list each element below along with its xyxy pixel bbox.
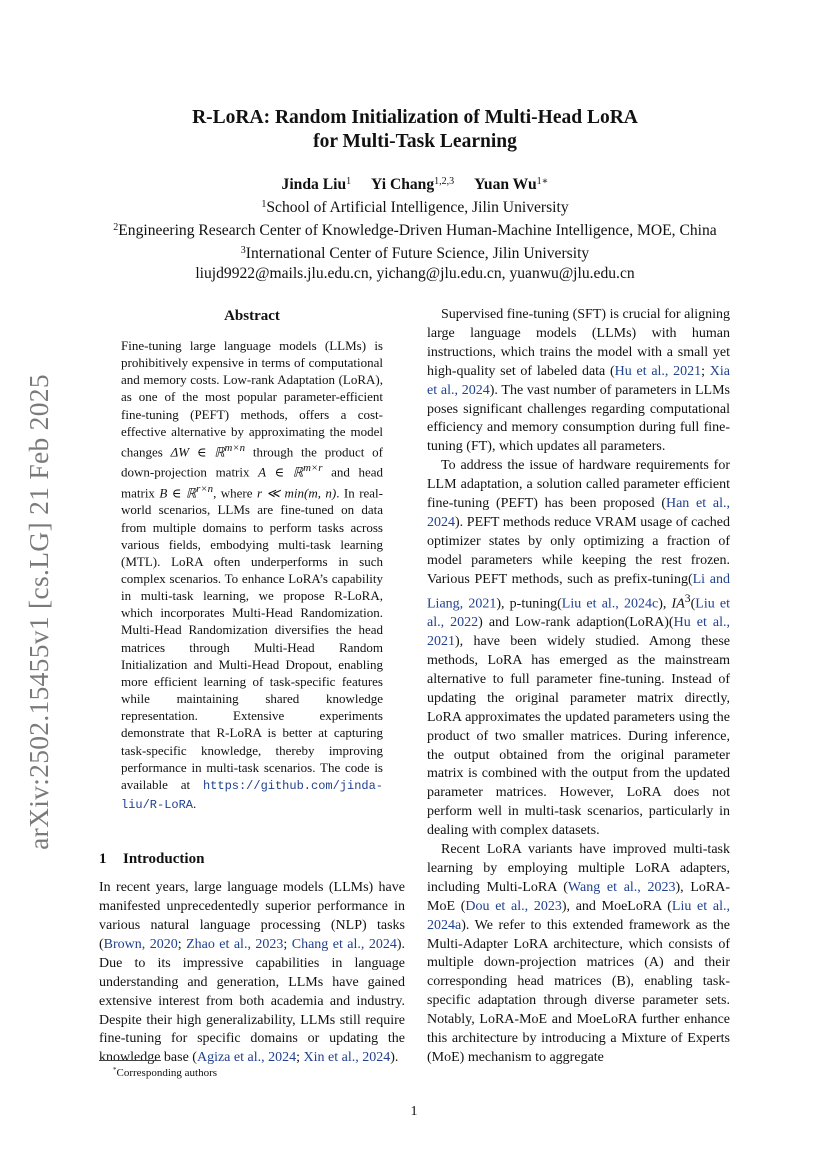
page-number: 1 [410,1104,418,1119]
citation-link[interactable]: Han et al., 2024 [427,496,730,530]
citation-link[interactable]: Liu et al., 2024a [427,898,730,933]
author-block [100,172,730,284]
citation-link[interactable]: Xia et al., 2024 [427,363,730,398]
citation-link[interactable]: Liu et al., 2024c [561,596,659,612]
intro-paragraph-1: In recent years, large language models (LLMs) have manifested unprecedentedly superior performance in various natural language processing (NLP) tasks (Brown, 2020; Zhao et al., 2023; Chang et al., 2024). Due to its impressive capabilities in language understanding and generation, LLMs have gained extensive interest from both academia and industry. Despite their high generalizability, LLMs still require fine-tuning for specific domains or updating the knowledge base (Agiza et al., 2024; Xin et al., 2024). [99,880,405,1066]
citation-link[interactable]: Xin et al., 2024 [303,1050,391,1066]
citation-link[interactable]: Liu et al., 2022 [427,596,730,631]
paper-title [100,106,730,154]
section-heading-introduction: 1 Introduction [99,851,205,868]
right-column [427,306,730,1068]
citation-link[interactable]: Agiza et al., 2024 [196,1050,297,1066]
author-emails: liujd9922@mails.jlu.edu.cn, yichang@jlu.edu.cn, yuanwu@jlu.edu.cn [195,265,635,282]
citation-link[interactable]: Wang et al., 2023 [567,879,676,895]
author-names [100,172,730,195]
author-2: Yi Chang$^{1,2,3}$ [371,176,455,193]
body-paragraph-sft: Supervised fine-tuning (SFT) is crucial for aligning large language models (LLMs) with human instructions, which trains the model with a small yet high-quality set of labeled data (Hu et al., 2021; Xia et al., 2024). The vast number of parameters in LLMs poses significant challenges regarding computational efficiency and memory consumption during full fine-tuning (FT), which updates all parameters. [427,307,730,455]
citation-link[interactable]: Chang et al., 2024 [291,936,397,952]
footnote-divider [99,1060,161,1061]
title-line-2: for Multi-Task Learning [313,131,517,152]
citation-link[interactable]: Zhao et al., 2023 [186,936,284,952]
citation-link[interactable]: Dou et al., 2023 [465,898,562,914]
arxiv-identifier-stamp: arXiv:2502.15455v1 [cs.LG] 21 Feb 2025 [23,374,54,850]
affiliation-1: $^1$School of Artificial Intelligence, Jilin University [261,199,569,216]
affiliation-3: $^3$International Center of Future Science, Jilin University [240,245,590,262]
affiliation-2: $^2$Engineering Research Center of Knowledge-Driven Human-Machine Intelligence, MOE, China [113,222,717,239]
author-3: Yuan $Wu^{1∗}$ [474,176,549,193]
citation-link[interactable]: Hu et al., 2021 [427,615,730,650]
abstract-text: Fine-tuning large language models (LLMs) is prohibitively expensive in terms of computational and memory costs. Low-rank Adaptation (LoRA), as one of the most popular parameter-efficient fine-tuning (PEFT) methods, offers a cost-effective alternative by approximating the model changes ΔW ∈ ℝ$^{m\times n}$ through the product of down-projection matrix A ∈ ℝ$^{m\times r}$ and head matrix B ∈ ℝ$^{r\times n}$, where r ≪ min(m, n). In real-world scenarios, LLMs are fine-tuned on data from multiple domains to perform tasks across various fields, embodying multi-task learning (MTL). LoRA often underperforms in such complex scenarios. To enhance LoRA’s capability in multi-task learning, we propose R-LoRA, which incorporates Multi-Head Randomization. Multi-Head Randomization diversifies the head matrices through Multi-Head Random Initialization and Multi-Head Dropout, enabling more efficient learning of task-specific features while maintaining shared knowledge representation. Extensive experiments demonstrate that R-LoRA is better at capturing task-specific knowledge, thereby improving performance in multi-task scenarios. The code is available at https://github.com/jinda-liu/R-LoRA. [121,338,384,813]
abstract-heading: Abstract [224,308,280,324]
citation-link[interactable]: Hu et al., 2021 [614,363,702,379]
footnote: *Corresponding authors [113,1066,218,1079]
left-column [99,306,405,1068]
citation-link[interactable]: Brown, 2020 [103,936,178,952]
body-paragraph-peft: To address the issue of hardware requirements for LLM adaptation, a solution called parameter efficient fine-tuning (PEFT) has been proposed (Han et al., 2024). PEFT methods reduce VRAM usage of cached optimizer states by only optimizing a fraction of model parameters while keeping the rest frozen. Various PEFT methods, such as prefix-tuning(Li and Liang, 2021), p-tuning(Liu et al., 2024c), $IA^3(Liu$ et al., 2022) and Low-rank adaption(LoRA)(Hu et al., 2021), have been widely studied. Among these methods, LoRA has emerged as the mainstream alternative to full parameter fine-tuning. Instead of updating the original parameter matrix directly, LoRA approximates the updated parameters using the product of two smaller matrices. During inference, the output obtained from the original parameter matrix is combined with the output from the updated parameter matrices. However, LoRA does not perform well in multi-task scenarios, particularly in dealing with complex datasets. [427,458,731,839]
title-line-1: R-LoRA: Random Initialization of Multi-Head LoRA [192,107,638,128]
body-paragraph-lora-variants: Recent LoRA variants have improved multi-task learning by employing multiple LoRA adapters, including Multi-LoRA (Wang et al., 2023), LoRA-MoE (Dou et al., 2023), and MoeLoRA (Liu et al., 2024a). We refer to this extended framework as the Multi-Adapter LoRA architecture, which consists of multiple down-projection matrices (A) and their corresponding head matrices (B), enabling task-specific adaptation through diverse parameter sets. Notably, LoRA-MoE and MoeLoRA further enhance this architecture by introducing a Mixture of Experts (MoE) mechanism to aggregate [427,842,730,1065]
author-1: Jinda Liu$^1$ [281,176,352,193]
code-link[interactable]: https://github.com/jinda-liu/R-LoRA [121,778,383,813]
citation-link[interactable]: Li and Liang, 2021 [427,571,731,612]
